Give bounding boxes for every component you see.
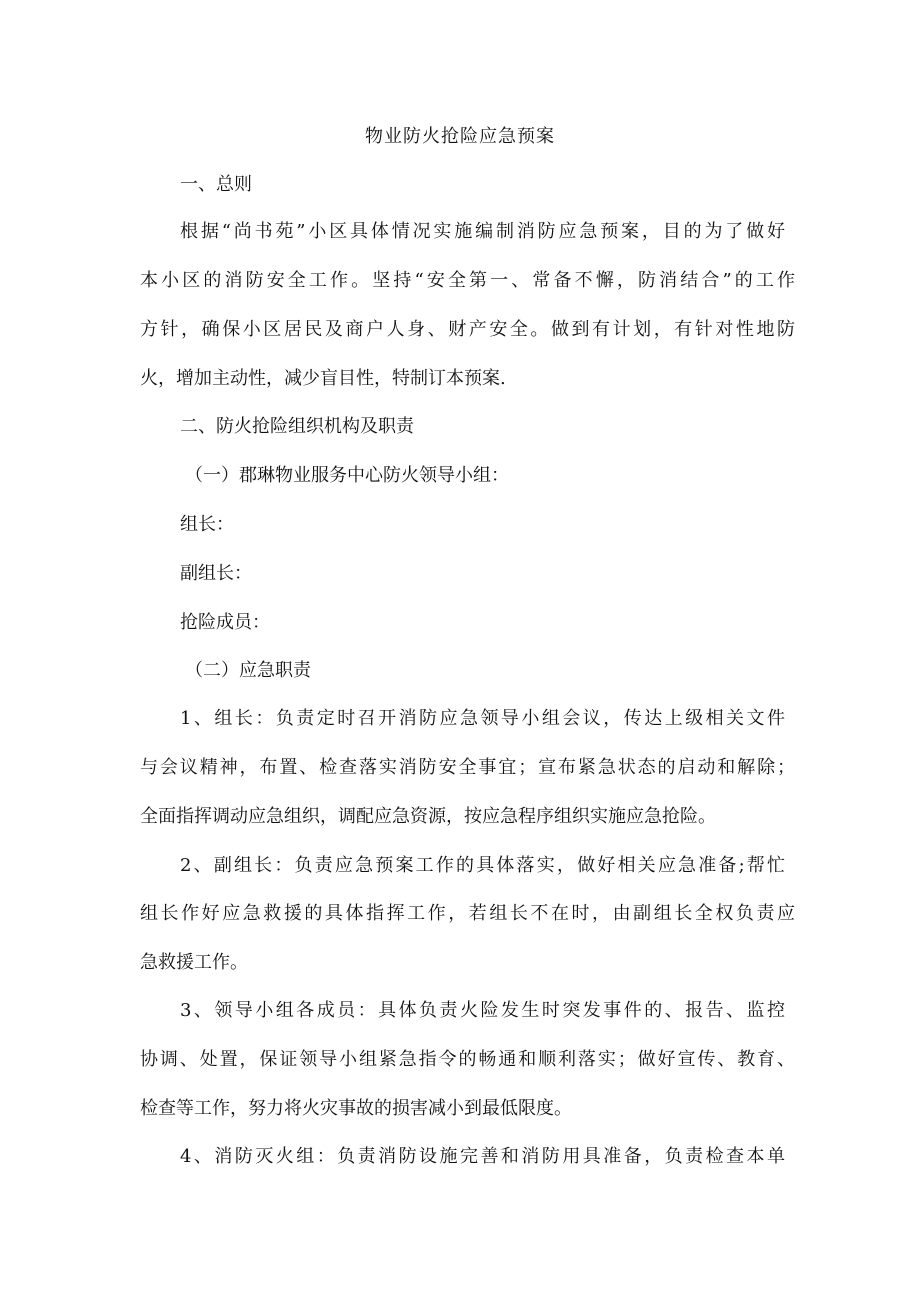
document-title: 物业防火抢险应急预案 <box>365 126 555 147</box>
role-leader-label: 组长： <box>180 514 234 535</box>
section-heading-organization: 二、防火抢险组织机构及职责 <box>180 416 414 437</box>
paragraph-line: 检查等工作，努力将火灾事故的损害减小到最低限度。 <box>140 1098 572 1119</box>
paragraph-line: 2、副组长：负责应急预案工作的具体落实，做好相关应急准备;帮忙 <box>180 855 785 876</box>
section-heading-general: 一、总则 <box>180 174 252 195</box>
paragraph-line: 组长作好应急救援的具体指挥工作，若组长不在时，由副组长全权负责应 <box>140 903 795 924</box>
role-deputy-leader-label: 副组长： <box>180 563 252 584</box>
paragraph-line: 3、领导小组各成员：具体负责火险发生时突发事件的、报告、监控 <box>180 1000 785 1021</box>
paragraph-line: 根据“尚书苑”小区具体情况实施编制消防应急预案，目的为了做好 <box>180 221 785 242</box>
paragraph-line: 与会议精神，布置、检查落实消防安全事宜；宣布紧急状态的启动和解除； <box>140 757 795 778</box>
paragraph-line: 4、消防灭火组：负责消防设施完善和消防用具准备，负责检查本单 <box>180 1146 785 1167</box>
paragraph-line: 1、组长：负责定时召开消防应急领导小组会议，传达上级相关文件 <box>180 708 785 729</box>
paragraph-line: 急救援工作。 <box>140 952 248 973</box>
paragraph-line: 火，增加主动性，减少盲目性，特制订本预案. <box>140 368 506 389</box>
subsection-heading-emergency-duties: （二）应急职责 <box>185 660 311 681</box>
role-rescue-members-label: 抢险成员： <box>180 612 270 633</box>
paragraph-line: 协调、处置，保证领导小组紧急指令的畅通和顺利落实；做好宣传、教育、 <box>140 1049 795 1070</box>
paragraph-line: 方针，确保小区居民及商户人身、财产安全。做到有计划，有针对性地防 <box>140 319 795 340</box>
paragraph-line: 全面指挥调动应急组织，调配应急资源，按应急程序组织实施应急抢险。 <box>140 806 716 827</box>
paragraph-line: 本小区的消防安全工作。坚持“安全第一、常备不懈，防消结合”的工作 <box>140 270 795 291</box>
subsection-heading-leadership-group: （一）郡琳物业服务中心防火领导小组： <box>185 465 509 486</box>
